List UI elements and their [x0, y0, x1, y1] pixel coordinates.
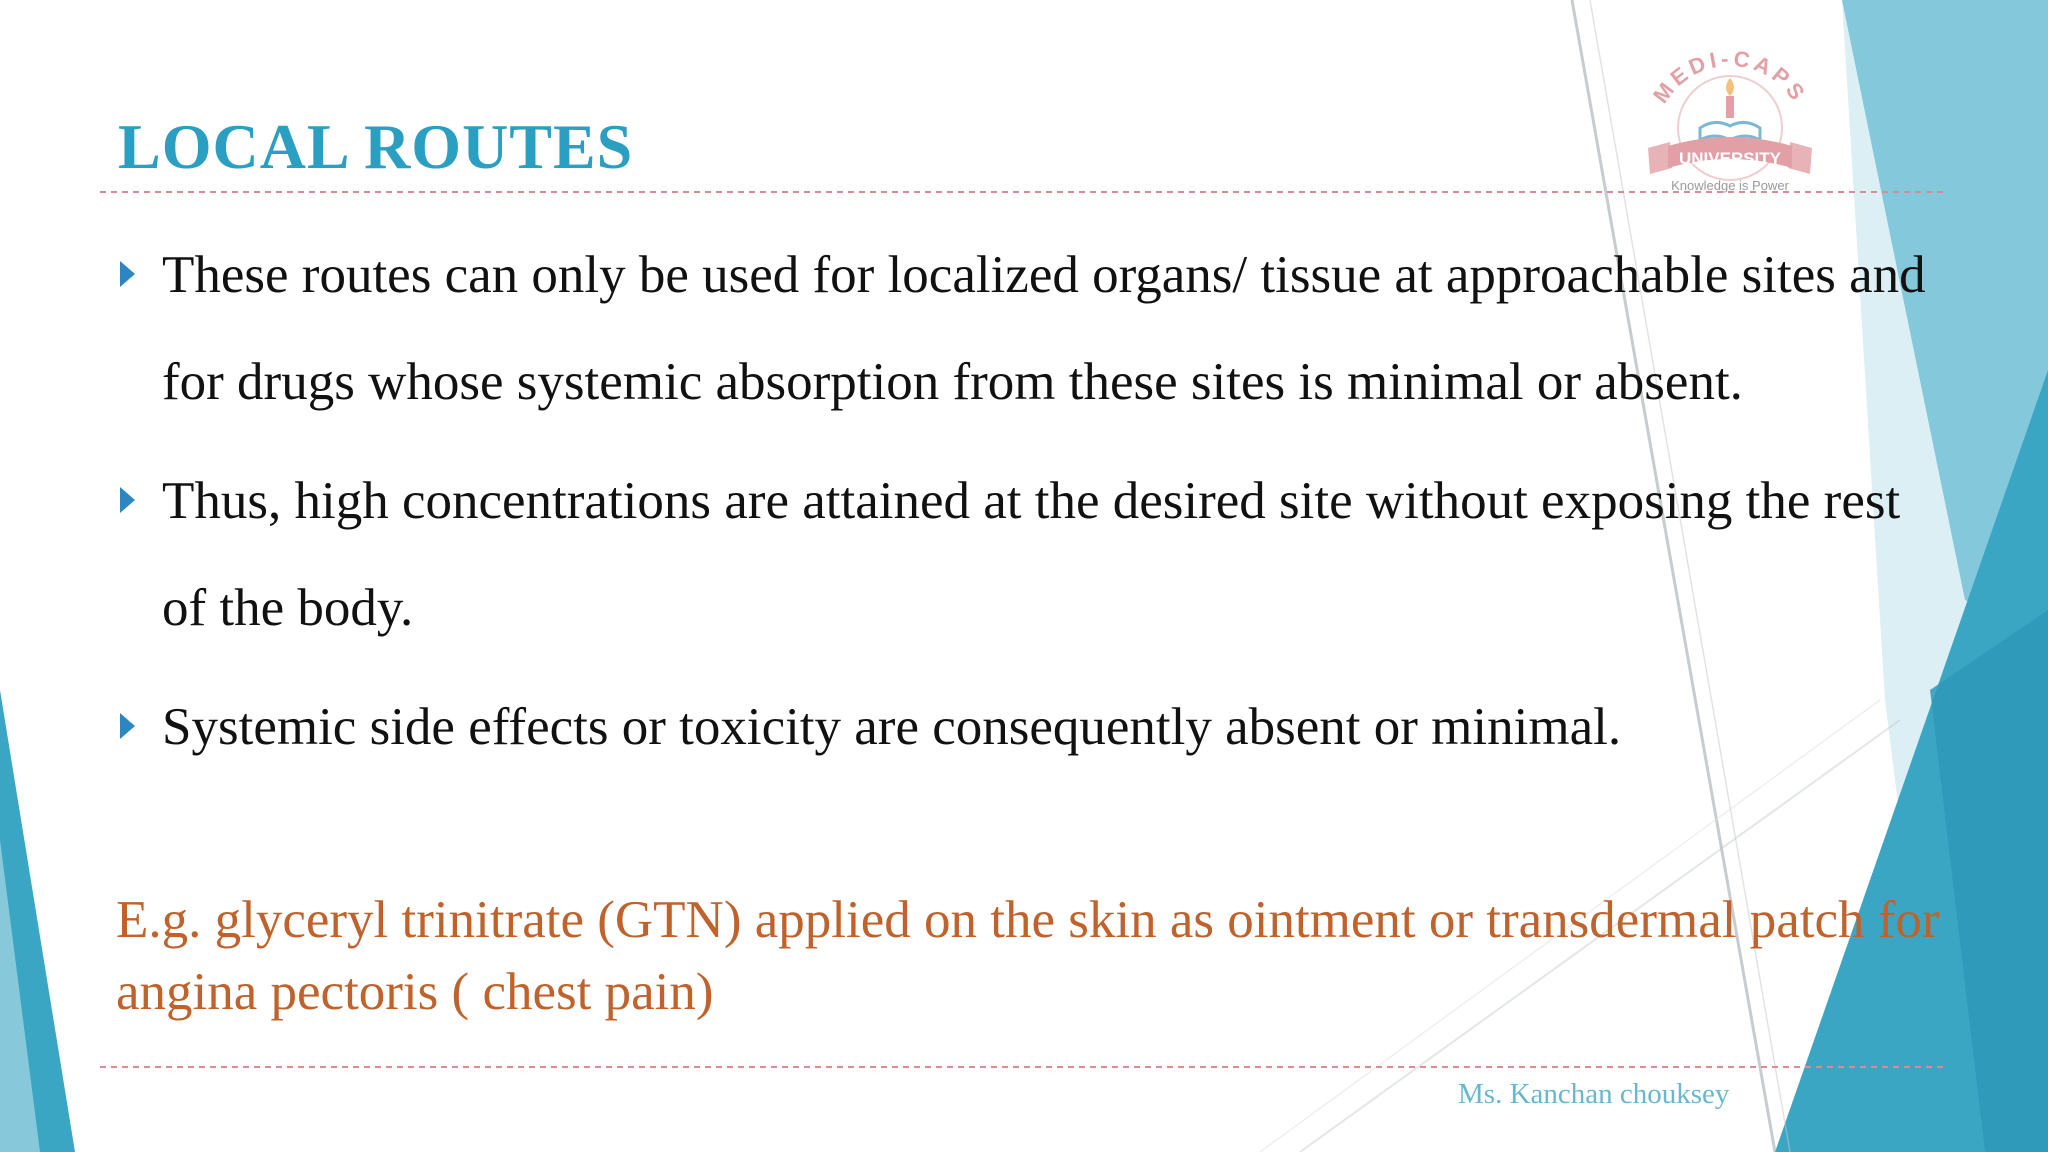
- bullet-item: [118, 448, 1948, 662]
- svg-text:UNIVERSITY: UNIVERSITY: [1678, 149, 1782, 168]
- svg-text:Knowledge is Power: Knowledge is Power: [1671, 178, 1789, 193]
- bullet-list: [118, 222, 1948, 781]
- bullet-arrow-icon: [120, 261, 135, 287]
- svg-text:MEDI-CAPS: MEDI-CAPS: [1648, 45, 1813, 108]
- bullet-item: [118, 222, 1948, 436]
- footer-author: Ms. Kanchan chouksey: [1458, 1078, 1730, 1110]
- bullet-item: [118, 674, 1948, 781]
- bullet-text: Thus, high concentrations are attained at the desired site without exposing the rest of the body.: [162, 472, 1901, 637]
- slide-title: LOCAL ROUTES: [118, 111, 634, 182]
- bullet-text: These routes can only be used for localized organs/ tissue at approachable sites and for drugs whose systemic absorption from these sites is minimal or absent.: [162, 246, 1926, 411]
- example-text: E.g. glyceryl trinitrate (GTN) applied on the skin as ointment or transdermal patch for angina pectoris ( chest pain): [116, 891, 1940, 1021]
- bullet-text: Systemic side effects or toxicity are consequently absent or minimal.: [162, 698, 1622, 756]
- bullet-arrow-icon: [120, 713, 135, 739]
- university-logo-icon: [1620, 28, 1840, 198]
- bullet-arrow-icon: [120, 487, 135, 513]
